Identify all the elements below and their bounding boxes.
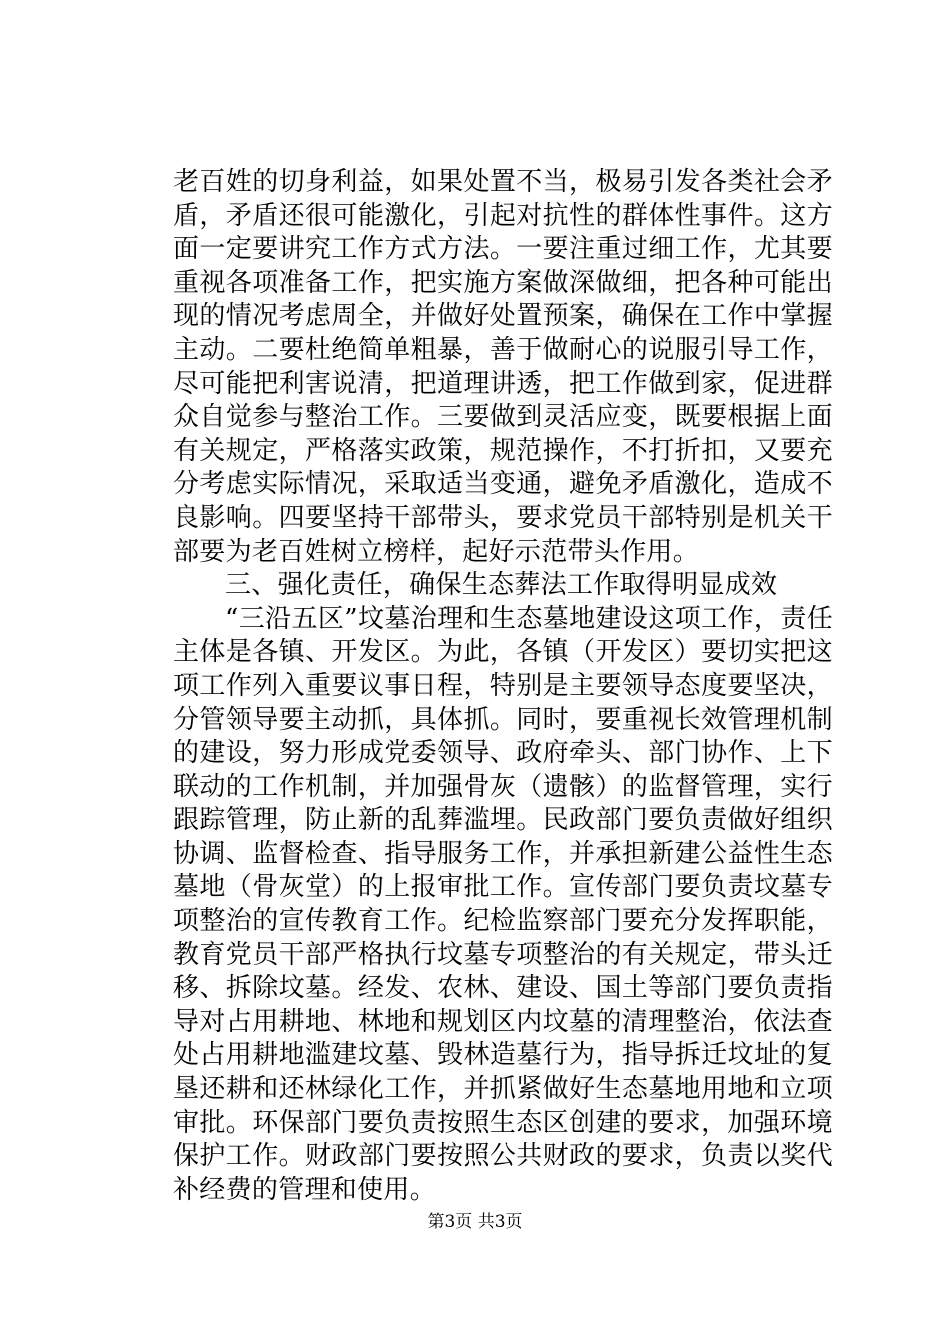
page-footer: 第3页 共3页 [427,1212,523,1232]
document-body [173,166,833,1207]
section-heading: 三、强化责任，确保生态葬法工作取得明显成效 [225,570,778,601]
paragraph-responsibility: “三沿五区”坟墓治理和生态墓地建设这项工作，责任主体是各镇、开发区。为此，各镇（开发区）要切实把这项工作列入重要议事日程，特别是主要领导态度要坚决，分管领导要主动抓，具体抓。同时，要重视长效管理机制的建设，努力形成党委领导、政府牵头、部门协作、上下联动的工作机制，并加强骨灰（遗骸）的监督管理，实行跟踪管理，防止新的乱葬滥埋。民政部门要负责做好组织协调、监督检查、指导服务工作，并承担新建公益性生态墓地（骨灰堂）的上报审批工作。宣传部门要负责坟墓专项整治的宣传教育工作。纪检监察部门要充分发挥职能，教育党员干部严格执行坟墓专项整治的有关规定，带头迁移、拆除坟墓。经发、农林、建设、国土等部门要负责指导对占用耕地、林地和规划区内坟墓的清理整治，依法查处占用耕地滥建坟墓、毁林造墓行为，指导拆迁坟址的复垦还耕和还林绿化工作，并抓紧做好生态墓地用地和立项审批。环保部门要负责按照生态区创建的要求，加强环境保护工作。财政部门要按照公共财政的要求，负责以奖代补经费的管理和使用。 [173,603,833,1205]
paragraph-continuation: 老百姓的切身利益，如果处置不当，极易引发各类社会矛盾，矛盾还很可能激化，引起对抗性的群体性事件。这方面一定要讲究工作方式方法。一要注重过细工作，尤其要重视各项准备工作，把实施方案做深做细，把各种可能出现的情况考虑周全，并做好处置预案，确保在工作中掌握主动。二要杜绝简单粗暴，善于做耐心的说服引导工作，尽可能把利害说清，把道理讲透，把工作做到家，促进群众自觉参与整治工作。三要做到灵活应变，既要根据上面有关规定，严格落实政策，规范操作，不打折扣，又要充分考虑实际情况，采取适当变通，避免矛盾激化，造成不良影响。四要坚持干部带头，要求党员干部特别是机关干部要为老百姓树立榜样，起好示范带头作用。 [173,167,833,567]
